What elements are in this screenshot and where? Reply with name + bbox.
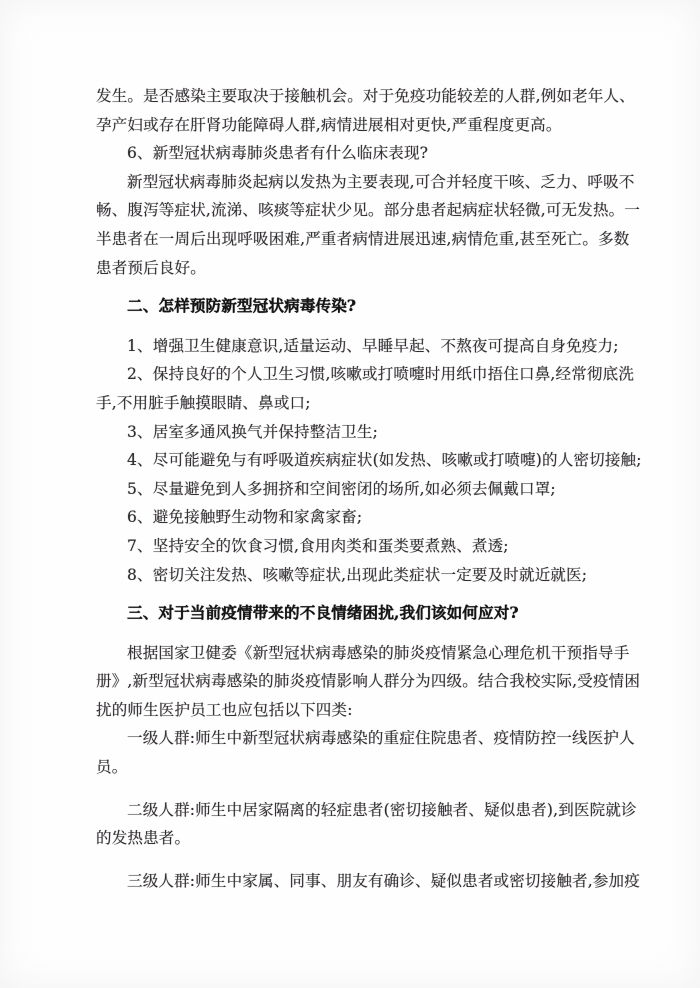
text-line: 7、坚持安全的饮食习惯,食用肉类和蛋类要煮熟、煮透; <box>127 536 509 555</box>
text-line: 畅、腹泻等症状,流涕、咳痰等症状少见。部分患者起病症状轻微,可无发热。一 <box>96 201 641 220</box>
text-line: 员。 <box>96 758 128 777</box>
section-heading: 三、对于当前疫情带来的不良情绪困扰,我们该如何应对? <box>127 603 519 623</box>
text-line: 手,不用脏手触摸眼睛、鼻或口; <box>96 393 311 412</box>
text-line: 的发热患者。 <box>96 829 191 848</box>
text-line: 3、居室多通风换气并保持整洁卫生; <box>127 422 378 441</box>
text-line: 一级人群:师生中新型冠状病毒感染的重症住院患者、疫情防控一线医护人 <box>127 729 635 748</box>
text-line: 三级人群:师生中家属、同事、朋友有确诊、疑似患者或密切接触者,参加疫 <box>127 871 640 890</box>
text-line: 患者预后良好。 <box>96 258 206 277</box>
text-line: 6、新型冠状病毒肺炎患者有什么临床表现? <box>127 144 429 163</box>
text-line: 新型冠状病毒肺炎起病以发热为主要表现,可合并轻度干咳、乏力、呼吸不 <box>127 172 635 191</box>
text-line: 发生。是否感染主要取决于接触机会。对于免疫功能较差的人群,例如老年人、 <box>96 87 635 105</box>
text-line: 半患者在一周后出现呼吸困难,严重者病情进展迅速,病情危重,甚至死亡。多数 <box>96 229 630 248</box>
text-line: 根据国家卫健委《新型冠状病毒感染的肺炎疫情紧急心理危机干预指导手 <box>127 643 630 662</box>
text-line: 册》,新型冠状病毒感染的肺炎疫情影响人群分为四级。结合我校实际,受疫情困 <box>96 672 641 691</box>
text-line: 二级人群:师生中居家隔离的轻症患者(密切接触者、疑似患者),到医院就诊 <box>127 800 637 819</box>
text-line: 8、密切关注发热、咳嗽等症状,出现此类症状一定要及时就近就医; <box>127 565 588 584</box>
text-line: 5、尽量避免到人多拥挤和空间密闭的场所,如必须去佩戴口罩; <box>127 479 556 498</box>
text-line: 6、避免接触野生动物和家禽家畜; <box>127 508 363 527</box>
text-column <box>96 82 642 895</box>
text-line: 孕产妇或存在肝肾功能障碍人群,病情进展相对更快,严重程度更高。 <box>96 115 562 134</box>
text-line: 扰的师生医护员工也应包括以下四类: <box>96 700 353 719</box>
text-line: 1、增强卫生健康意识,适量运动、早睡早起、不熬夜可提高自身免疫力; <box>127 336 619 355</box>
text-line: 2、保持良好的个人卫生习惯,咳嗽或打喷嚏时用纸巾捂住口鼻,经常彻底洗 <box>127 365 635 384</box>
section-heading: 二、怎样预防新型冠状病毒传染? <box>127 296 357 316</box>
text-line: 4、尽可能避免与有呼吸道疾病症状(如发热、咳嗽或打喷嚏)的人密切接触; <box>127 451 642 470</box>
